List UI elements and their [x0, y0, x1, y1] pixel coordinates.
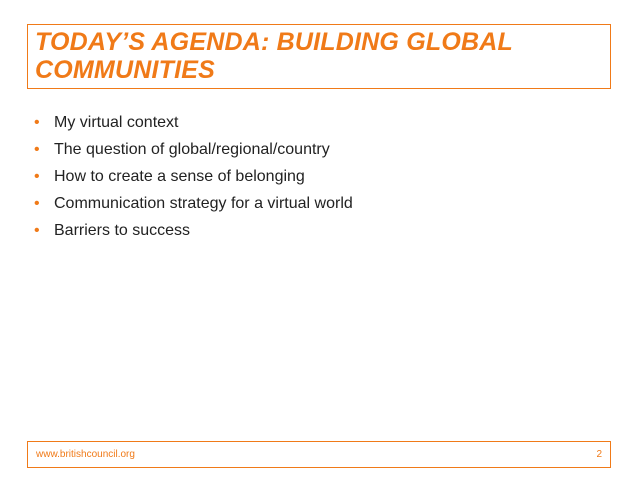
agenda-item	[34, 217, 353, 244]
bullet-icon: •	[34, 141, 40, 158]
footer-url[interactable]: www.britishcouncil.org	[36, 449, 135, 460]
bullet-icon: •	[34, 168, 40, 185]
agenda-list	[34, 109, 353, 244]
slide-title: TODAY’S AGENDA: BUILDING GLOBAL COMMUNITIES	[35, 28, 513, 84]
bullet-icon: •	[34, 114, 40, 131]
page-number: 2	[596, 449, 602, 460]
footer-bar	[27, 441, 611, 468]
agenda-item	[34, 163, 353, 190]
agenda-item-text: How to create a sense of belonging	[54, 168, 305, 185]
agenda-item	[34, 109, 353, 136]
agenda-item-text: The question of global/regional/country	[54, 141, 330, 158]
agenda-item-text: Communication strategy for a virtual world	[54, 195, 353, 212]
agenda-item	[34, 190, 353, 217]
agenda-item-text: Barriers to success	[54, 222, 191, 239]
agenda-item	[34, 136, 353, 163]
title-box	[27, 24, 611, 89]
agenda-item-text: My virtual context	[54, 114, 179, 131]
bullet-icon: •	[34, 222, 40, 239]
bullet-icon: •	[34, 195, 40, 212]
